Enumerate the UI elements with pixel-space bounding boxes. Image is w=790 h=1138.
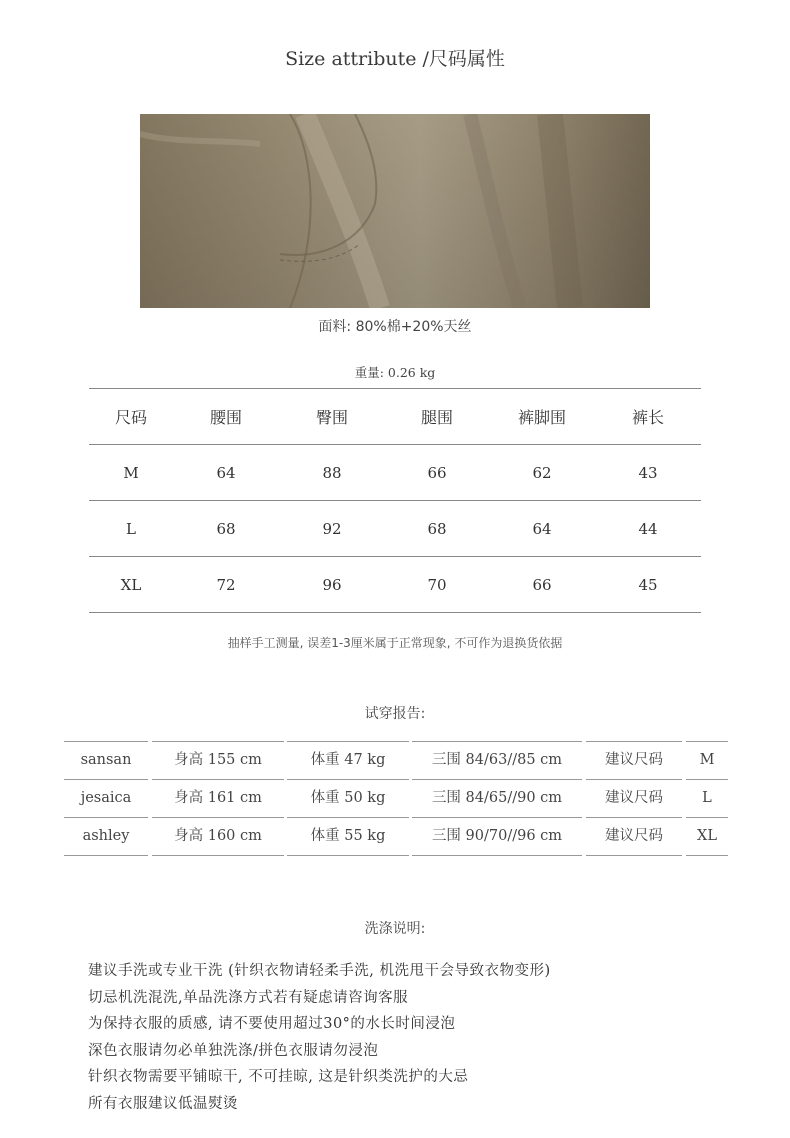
header-size: 尺码 [89,389,173,445]
size-cell: M [89,445,173,501]
fabric-photo [140,114,650,308]
wash-instructions-list [88,958,728,1117]
trial-weight: 体重 47 kg [287,741,409,779]
wash-line: 针织衣物需要平铺晾干, 不可挂晾, 这是针织类洗护的大忌 [88,1069,469,1085]
trial-height: 身高 155 cm [152,741,284,779]
wash-line: 切忌机洗混洗,单品洗涤方式若有疑虑请咨询客服 [88,989,409,1006]
table-row [89,445,701,501]
trial-name: ashley [64,817,148,856]
table-cell: 45 [595,557,701,613]
table-cell: 64 [173,445,279,501]
trial-suggest-size: XL [686,817,728,856]
size-cell: XL [89,557,173,613]
size-cell: L [89,501,173,557]
table-row [89,501,701,557]
trial-report-title: 试穿报告: [364,706,426,722]
trial-name: jesaica [64,779,148,817]
trial-height: 身高 161 cm [152,779,284,817]
table-cell: 66 [489,557,595,613]
wash-line: 深色衣服请勿必单独洗涤/拼色衣服请勿浸泡 [88,1042,379,1059]
size-chart-table [89,388,701,613]
weight-info: 重量: 0.26 kg [354,365,436,380]
header-thigh: 腿围 [385,389,489,445]
trial-row [64,779,728,817]
trial-suggest-size: L [686,779,728,817]
trial-suggest-label: 建议尺码 [586,779,682,817]
measurement-note: 抽样手工测量, 误差1-3厘米属于正常现象, 不可作为退换货依据 [227,636,563,650]
trial-name: sansan [64,741,148,779]
trial-weight: 体重 55 kg [287,817,409,856]
table-cell: 92 [279,501,385,557]
trial-suggest-label: 建议尺码 [586,741,682,779]
header-length: 裤长 [595,389,701,445]
trial-report-table [64,741,728,855]
table-row [89,557,701,613]
trial-measurements: 三围 84/63//85 cm [412,741,582,779]
table-cell: 44 [595,501,701,557]
table-cell: 96 [279,557,385,613]
trial-suggest-label: 建议尺码 [586,817,682,856]
header-waist: 腰围 [173,389,279,445]
table-cell: 43 [595,445,701,501]
trial-measurements: 三围 84/65//90 cm [412,779,582,817]
page-title: Size attribute /尺码属性 [285,48,505,70]
header-hip: 臀围 [279,389,385,445]
trial-measurements: 三围 90/70//96 cm [412,817,582,856]
header-hem: 裤脚围 [489,389,595,445]
table-cell: 62 [489,445,595,501]
trial-weight: 体重 50 kg [287,779,409,817]
table-cell: 72 [173,557,279,613]
trial-row [64,817,728,855]
trial-suggest-size: M [686,741,728,779]
size-chart-header-row [89,389,701,445]
fabric-photo-image [140,114,650,308]
table-cell: 68 [385,501,489,557]
table-cell: 64 [489,501,595,557]
wash-line: 建议手洗或专业干洗 (针织衣物请轻柔手洗, 机洗甩干会导致衣物变形) [88,963,551,979]
table-cell: 66 [385,445,489,501]
fabric-composition: 面料: 80%棉+20%天丝 [318,319,472,335]
table-cell: 70 [385,557,489,613]
table-cell: 68 [173,501,279,557]
trial-row [64,741,728,779]
table-cell: 88 [279,445,385,501]
wash-line: 所有衣服建议低温熨烫 [88,1095,238,1112]
wash-instructions-title: 洗涤说明: [364,921,426,937]
wash-line: 为保持衣服的质感, 请不要使用超过30°的水长时间浸泡 [88,1016,456,1032]
trial-height: 身高 160 cm [152,817,284,856]
